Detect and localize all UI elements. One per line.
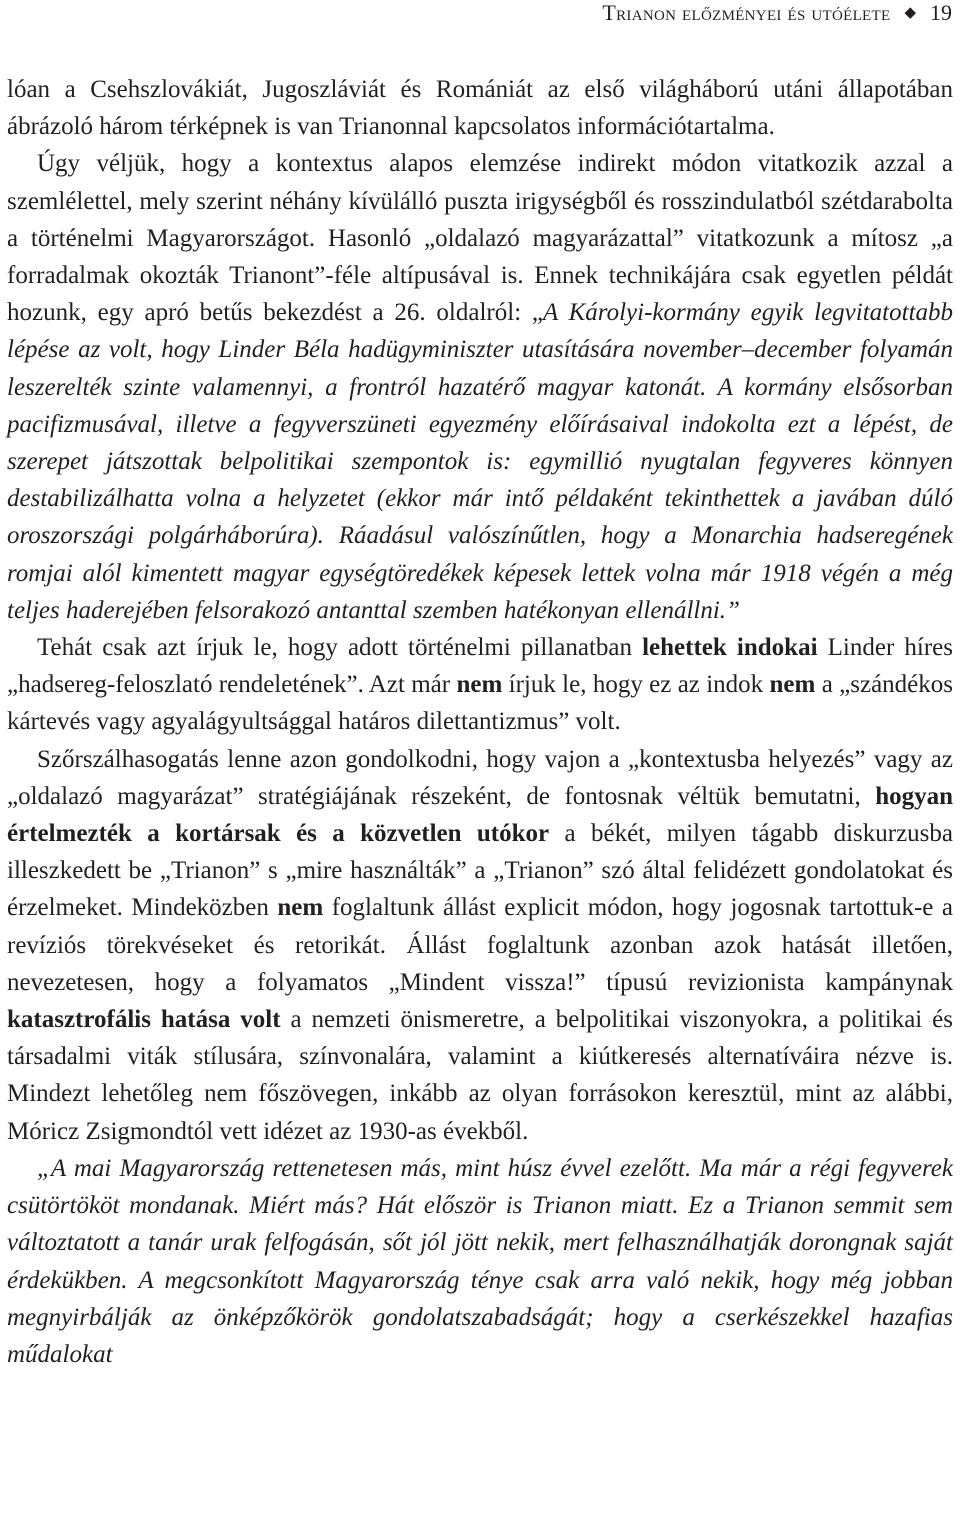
paragraph-discourse: Szőrszálhasogatás lenne azon gondolkodni, hogy vajon a „kontextusba helyezés” vagy az „oldalazó magyarázat” stratégiájának részeként, de fontosnak véltük bemutatni, hogyan értelmezték a kortársak és a közvetlen utókor a békét, milyen tágabb diskurzusba illeszkedett be „Trianon” s „mire használták” a „Trianon” szó által felidézett gondolatokat és érzelmeket. Mindeközben nem foglaltunk állást explicit módon, hogy jogosnak tartottuk-e a revíziós törekvéseket és retorikát. Állást foglaltunk azonban azok hatását illetően, nevezetesen, hogy a folyamatos „Mindent vissza!” típusú revizionista kampánynak katasztrofális hatása volt a nemzeti önismeretre, a belpolitikai viszonyokra, a politikai és társadalmi viták stílusára, színvonalára, valamint a kiútkeresés alternatíváira nézve is. Mindezt lehetőleg nem főszövegen, inkább az olyan forrásokon keresztül, mint az alábbi, Móricz Zsigmondtól vett idézet az 1930-as évekből.	[7, 745, 954, 1145]
emphasis: lehettek indokai	[642, 634, 818, 662]
paragraph-context-analysis: Úgy véljük, hogy a kontextus alapos elemzése indirekt módon vitatkozik azzal a szemlélettel, mely szerint néhány kívülálló puszta irigységből és rosszindulatból szétdarabolta a történelmi Magyarországot. Hasonló „oldalazó magyarázattal” vitatkozunk a mítosz „a forradalmak okozták Trianont”-féle altípusával is. Ennek technikájára csak egyetlen példát hozunk, egy apró betűs bekezdést a 26. oldalról: „A Károlyi-kormány egyik legvitatottabb lépése az volt, hogy Linder Béla hadügyminiszter utasítására november–december folyamán leszerelték szinte valamennyi, a frontról hazatérő magyar katonát. A kormány elsősorban pacifizmusával, illetve a fegyverszüneti egyezmény előírásaival indokolta ezt a lépést, de szerepet játszottak belpolitikai szempontok is: egymillió nyugtalan fegyveres könnyen destabilizálhatta volna a helyzetet (ekkor már intő példaként tekinthettek a javában dúló oroszországi polgárháborúra). Ráadásul valószínűtlen, hogy a Monarchia hadseregének romjai alól kimentett magyar egységtöredékek képesek lettek volna már 1918 végén a még teljes haderejében felsorakozó antanttal szemben hatékonyan ellenállni.”	[7, 150, 954, 624]
body-text	[7, 71, 953, 1373]
emphasis: nem	[456, 671, 503, 699]
diamond-ornament-icon: ◆	[904, 5, 916, 21]
emphasis: hogyan értelmezték a kortársak és a közvetlen utókor	[7, 782, 953, 848]
paragraph-linder-decree: Tehát csak azt írjuk le, hogy adott történelmi pillanatban lehettek indokai Linder híres „hadsereg-feloszlató rendeletének”. Azt már nem írjuk le, hogy ez az indok nem a „szándékos kártevés vagy agyalágyultsággal határos dilettantizmus” volt.	[7, 634, 954, 736]
paragraph-continuation: lóan a Csehszlovákiát, Jugoszláviát és Romániát az első világháború utáni állapotában ábrázoló három térképnek is van Trianonnal kapcsolatos információtartalma.	[7, 76, 953, 141]
running-header	[602, 0, 952, 26]
moricz-quotation: „A mai Magyarország rettenetesen más, mint húsz évvel ezelőtt. Ma már a régi fegyverek csütörtököt mondanak. Miért más? Hát először is Trianon miatt. Ez a Trianon semmit sem változtatott a tanár urak felfogásán, sőt jól jött nekik, mert felhasználhatják dorongnak saját érdekükben. A megcsonkított Magyarország ténye csak arra való nekik, hogy még jobban megnyirbálják az önképzőkörök gondolatszabadságát; hogy a cserkészekkel hazafias műdalokat	[7, 1154, 953, 1368]
emphasis: nem	[277, 894, 324, 922]
quoted-excerpt: A Károlyi-kormány egyik legvitatottabb lépése az volt, hogy Linder Béla hadügyminiszter utasítására november–december folyamán leszerelték szinte valamennyi, a frontról hazatérő magyar katonát. A kormány elsősorban pacifizmusával, illetve a fegyverszüneti egyezmény előírásaival indokolta ezt a lépést, de szerepet játszottak belpolitikai szempontok is: egymillió nyugtalan fegyveres könnyen destabilizálhatta volna a helyzetet (ekkor már intő példaként tekinthettek a javában dúló oroszországi polgárháborúra). Ráadásul valószínűtlen, hogy a Monarchia hadseregének romjai alól kimentett magyar egységtöredékek képesek lettek volna már 1918 végén a még teljes haderejében felsorakozó antanttal szemben hatékonyan ellenállni.”	[7, 299, 954, 624]
emphasis: katasztrofális hatása volt	[7, 1006, 281, 1034]
emphasis: nem	[769, 671, 816, 699]
running-title: Trianon előzményei és utóélete	[602, 0, 891, 25]
page-number: 19	[930, 0, 952, 25]
